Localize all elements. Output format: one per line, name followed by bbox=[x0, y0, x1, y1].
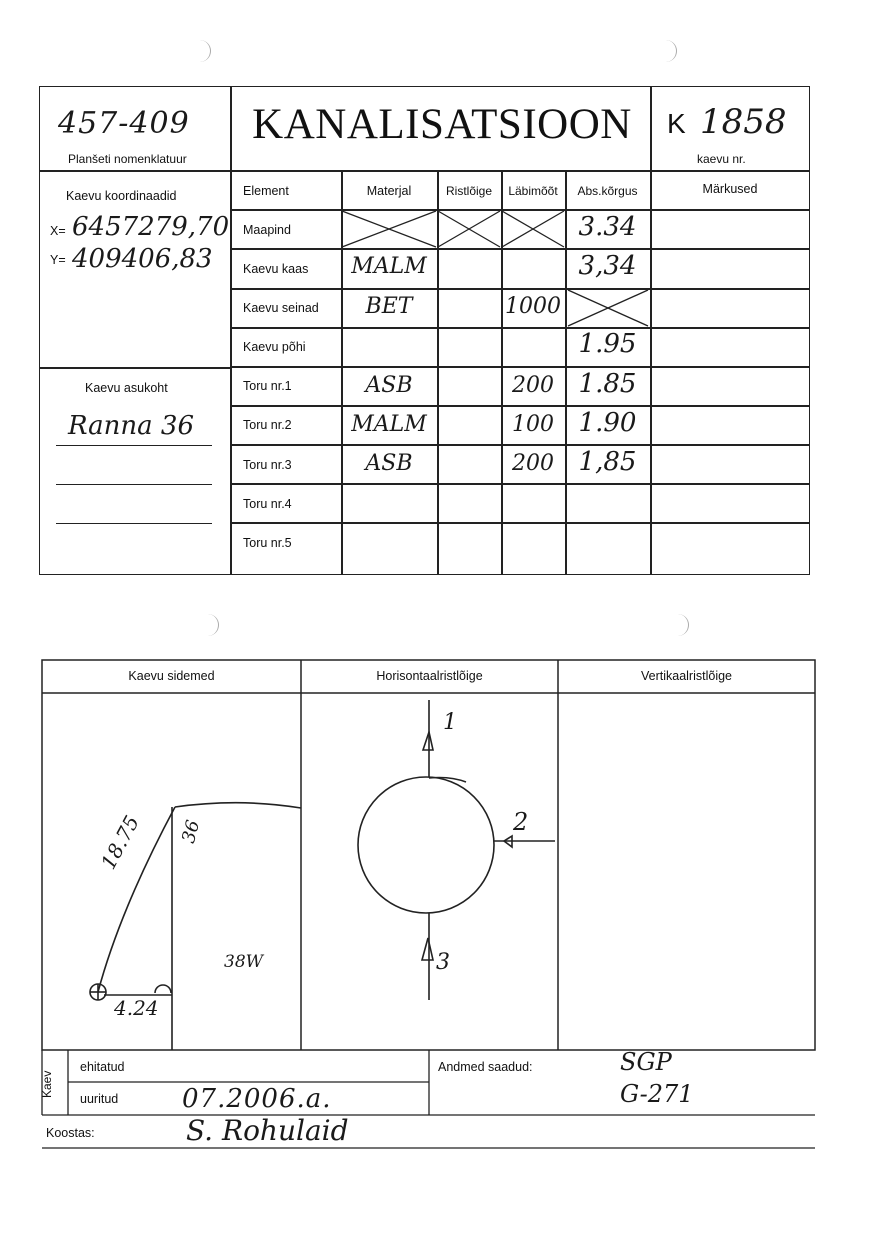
pipe-label: 2 bbox=[513, 808, 529, 836]
col-header-connections: Kaevu sidemed bbox=[128, 669, 215, 683]
row-element-label: Kaevu kaas bbox=[243, 262, 309, 276]
material-value: ASB bbox=[365, 451, 413, 476]
abs-height-value: 1,85 bbox=[578, 447, 637, 477]
row-element-label: Toru nr.4 bbox=[243, 497, 292, 511]
col-header-diameter: Läbimõõt bbox=[508, 184, 558, 198]
col-header-material: Materjal bbox=[366, 184, 412, 198]
well-number: 1858 bbox=[700, 102, 787, 142]
abs-height-value: 1.95 bbox=[578, 329, 637, 359]
coord-y-value: 409406,83 bbox=[72, 244, 213, 274]
top-form bbox=[0, 0, 872, 600]
diameter-value: 1000 bbox=[505, 294, 561, 319]
col-header-vertical: Vertikaalristlõige bbox=[640, 669, 732, 683]
col-header-element: Element bbox=[243, 184, 289, 198]
material-value: ASB bbox=[365, 373, 413, 398]
col-header-notes: Märkused bbox=[702, 182, 758, 196]
pipe-label: 3 bbox=[436, 950, 450, 975]
coord-y-prefix: Y= bbox=[50, 253, 66, 267]
row-element-label: Maapind bbox=[243, 223, 291, 237]
coords-label: Kaevu koordinaadid bbox=[66, 189, 177, 203]
row-element-label: Kaevu seinad bbox=[243, 301, 319, 315]
col-header-crosssection: Ristlõige bbox=[445, 184, 493, 198]
abs-height-value: 1.85 bbox=[578, 369, 637, 399]
material-value: BET bbox=[365, 294, 413, 319]
well-label: kaevu nr. bbox=[697, 152, 746, 166]
author-label: Koostas: bbox=[46, 1126, 95, 1140]
row-element-label: Toru nr.3 bbox=[243, 458, 292, 472]
surveyed-label: uuritud bbox=[80, 1092, 119, 1106]
author-value: S. Rohulaid bbox=[186, 1114, 349, 1147]
built-label: ehitatud bbox=[80, 1060, 125, 1074]
data-source-label: Andmed saadud: bbox=[438, 1060, 533, 1074]
abs-height-value: 3,34 bbox=[578, 251, 637, 281]
diameter-value: 200 bbox=[512, 451, 554, 476]
diameter-value: 200 bbox=[512, 373, 554, 398]
nomenclature-value: 457-409 bbox=[58, 106, 190, 141]
distance-label: 18.75 bbox=[96, 811, 145, 874]
cross-section-sketch bbox=[358, 700, 555, 1000]
bottom-form bbox=[0, 600, 872, 1240]
location-label: Kaevu asukoht bbox=[85, 381, 168, 395]
nomenclature-label: Planšeti nomenklatuur bbox=[68, 152, 187, 166]
row-element-label: Toru nr.2 bbox=[243, 418, 292, 432]
diameter-value: 100 bbox=[512, 412, 554, 437]
abs-height-value: 1.90 bbox=[578, 408, 637, 438]
data-source-value: SGP bbox=[620, 1048, 672, 1076]
footer-lines bbox=[0, 1050, 872, 1160]
distance-label: 4.24 bbox=[114, 996, 159, 1020]
row-element-label: Toru nr.1 bbox=[243, 379, 292, 393]
material-value: MALM bbox=[351, 412, 427, 437]
well-prefix: K bbox=[667, 108, 686, 139]
coord-x-prefix: X= bbox=[50, 224, 66, 238]
surveyed-value: 07.2006.a. bbox=[182, 1084, 332, 1114]
row-element-label: Kaevu põhi bbox=[243, 340, 306, 354]
row-element-label: Toru nr.5 bbox=[243, 536, 292, 550]
pipe-label: 1 bbox=[443, 710, 457, 735]
cross-out-marks bbox=[0, 0, 872, 600]
house-number-label: 36 bbox=[178, 817, 205, 846]
data-source-value: G-271 bbox=[620, 1080, 694, 1108]
col-header-horizontal: Horisontaalristlõige bbox=[376, 669, 483, 683]
location-value: Ranna 36 bbox=[68, 411, 195, 441]
house-number-label: 38W bbox=[224, 952, 264, 972]
coord-x-value: 6457279,70 bbox=[72, 212, 230, 242]
material-value: MALM bbox=[351, 254, 427, 279]
kaev-label: Kaev bbox=[40, 1070, 54, 1098]
abs-height-value: 3.34 bbox=[578, 212, 637, 242]
col-header-abs-height: Abs.kõrgus bbox=[577, 184, 638, 198]
page-title: KANALISATSIOON bbox=[252, 101, 632, 148]
